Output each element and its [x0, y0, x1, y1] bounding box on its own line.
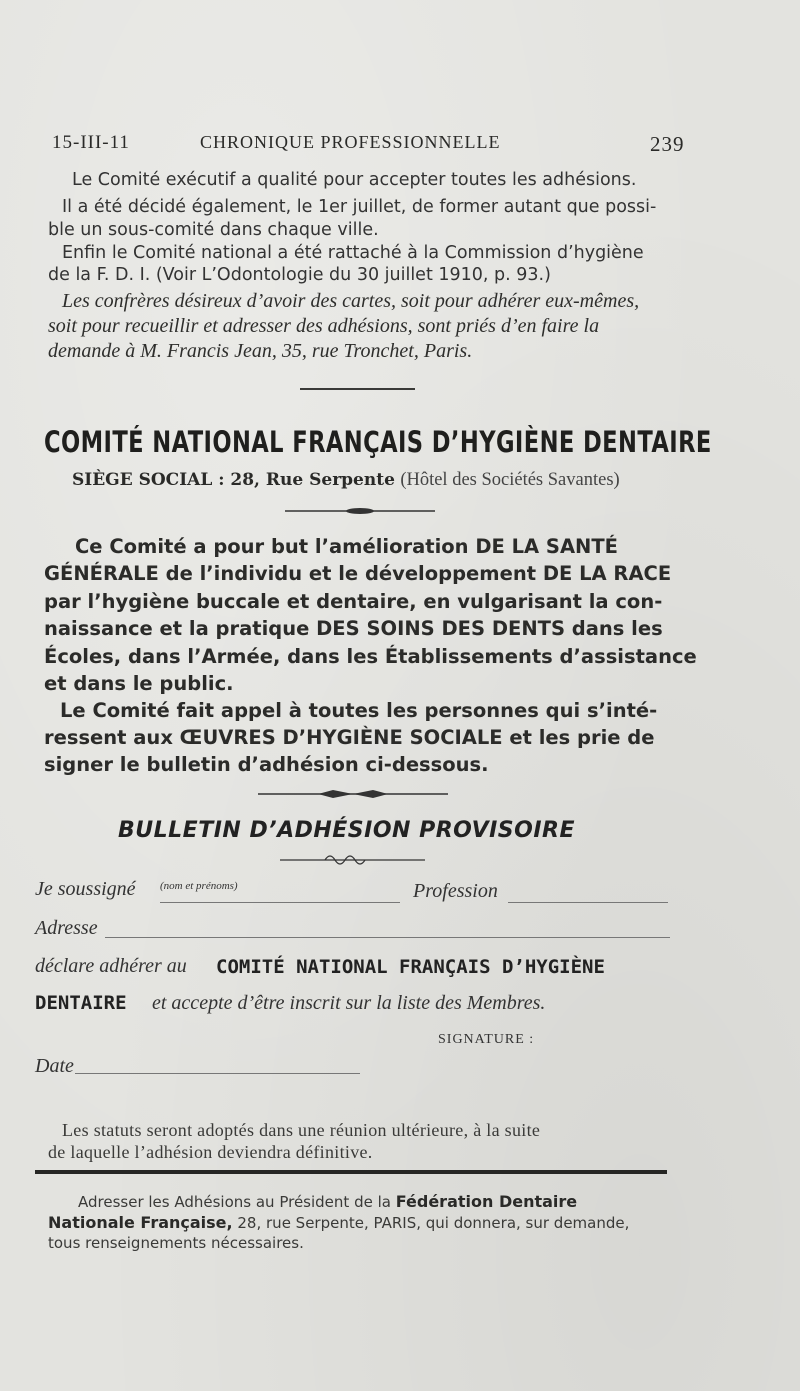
- form-name-line[interactable]: [160, 902, 400, 903]
- header-section: CHRONIQUE PROFESSIONNELLE: [200, 132, 501, 152]
- ornament-divider-3: [280, 853, 425, 865]
- header-page-number: 239: [650, 132, 685, 156]
- footer-federation: Fédération Dentaire: [395, 1192, 578, 1211]
- form-signature-label: SIGNATURE :: [438, 1032, 535, 1047]
- section-separator: [300, 388, 415, 390]
- form-adresse-label: Adresse: [35, 917, 98, 939]
- statuts-line-2: de laquelle l’adhésion deviendra définitive.: [48, 1142, 373, 1162]
- form-profession-line[interactable]: [508, 902, 668, 903]
- manifesto-line-1: Ce Comité a pour but l’amélioration DE LA SANTÉ: [75, 535, 619, 558]
- footer-line-1: [78, 1192, 577, 1211]
- footer-line-2: [48, 1213, 629, 1232]
- footer-address: 28, rue Serpente, PARIS, qui donnera, sur demande,: [237, 1214, 630, 1232]
- form-soussigne-label: Je soussigné: [35, 878, 136, 900]
- form-profession-label: Profession: [413, 880, 498, 902]
- intro-italic-line-1: Les confrères désireux d’avoir des cartes, soit pour adhérer eux-mêmes,: [62, 290, 640, 312]
- committee-seat: [72, 470, 620, 491]
- intro-line-1: Le Comité exécutif a qualité pour accepter toutes les adhésions.: [72, 170, 637, 190]
- manifesto-line-5: Écoles, dans l’Armée, dans les Établissements d’assistance: [44, 645, 697, 668]
- footer-line-1-text: Adresser les Adhésions au Président de la: [78, 1193, 391, 1211]
- committee-seat-note: (Hôtel des Sociétés Savantes): [400, 470, 620, 490]
- intro-line-5: de la F. D. I. (Voir L’Odontologie du 30 juillet 1910, p. 93.): [48, 265, 551, 285]
- form-committee-name-1: COMITÉ NATIONAL FRANÇAIS D’HYGIÈNE: [216, 956, 605, 978]
- manifesto-line-4: naissance et la pratique DES SOINS DES DENTS dans les: [44, 617, 663, 640]
- footer-line-3: tous renseignements nécessaires.: [48, 1234, 304, 1252]
- intro-line-4: Enfin le Comité national a été rattaché à la Commission d’hygiène: [62, 243, 644, 263]
- footer-separator: [35, 1170, 667, 1174]
- ornament-divider-2: [258, 788, 448, 800]
- manifesto-line-2: GÉNÉRALE de l’individu et le développement DE LA RACE: [44, 562, 672, 585]
- form-adresse-line[interactable]: [105, 937, 670, 938]
- manifesto-line-6: et dans le public.: [44, 672, 234, 695]
- form-accept-text: et accepte d’être inscrit sur la liste des Membres.: [152, 992, 546, 1014]
- committee-title: COMITÉ NATIONAL FRANÇAIS D’HYGIÈNE DENTAIRE: [44, 425, 712, 459]
- committee-seat-label: SIÈGE SOCIAL : 28, Rue Serpente: [72, 470, 395, 490]
- form-declare-label: déclare adhérer au: [35, 955, 187, 977]
- manifesto-line-9: signer le bulletin d’adhésion ci-dessous.: [44, 753, 489, 776]
- ornament-divider-1: [285, 505, 435, 517]
- form-nom-prenoms-hint: (nom et prénoms): [160, 880, 238, 892]
- footer-nationale: Nationale Française,: [48, 1213, 233, 1232]
- bulletin-title: BULLETIN D’ADHÉSION PROVISOIRE: [118, 818, 576, 843]
- manifesto-line-7: Le Comité fait appel à toutes les personnes qui s’inté-: [60, 699, 658, 722]
- form-date-line[interactable]: [75, 1073, 360, 1074]
- intro-line-2: Il a été décidé également, le 1er juillet, de former autant que possi-: [62, 197, 657, 217]
- manifesto-line-8: ressent aux ŒUVRES D’HYGIÈNE SOCIALE et les prie de: [44, 726, 655, 749]
- intro-italic-line-2: soit pour recueillir et adresser des adhésions, sont priés d’en faire la: [48, 315, 600, 337]
- header-date: 15-III-11: [52, 132, 130, 153]
- intro-italic-line-3: demande à M. Francis Jean, 35, rue Tronchet, Paris.: [48, 340, 473, 362]
- statuts-line-1: Les statuts seront adoptés dans une réunion ultérieure, à la suite: [62, 1120, 541, 1140]
- form-date-label: Date: [35, 1055, 74, 1077]
- manifesto-line-3: par l’hygiène buccale et dentaire, en vulgarisant la con-: [44, 590, 663, 613]
- form-committee-name-2: DENTAIRE: [35, 992, 127, 1014]
- intro-line-3: ble un sous-comité dans chaque ville.: [48, 220, 379, 240]
